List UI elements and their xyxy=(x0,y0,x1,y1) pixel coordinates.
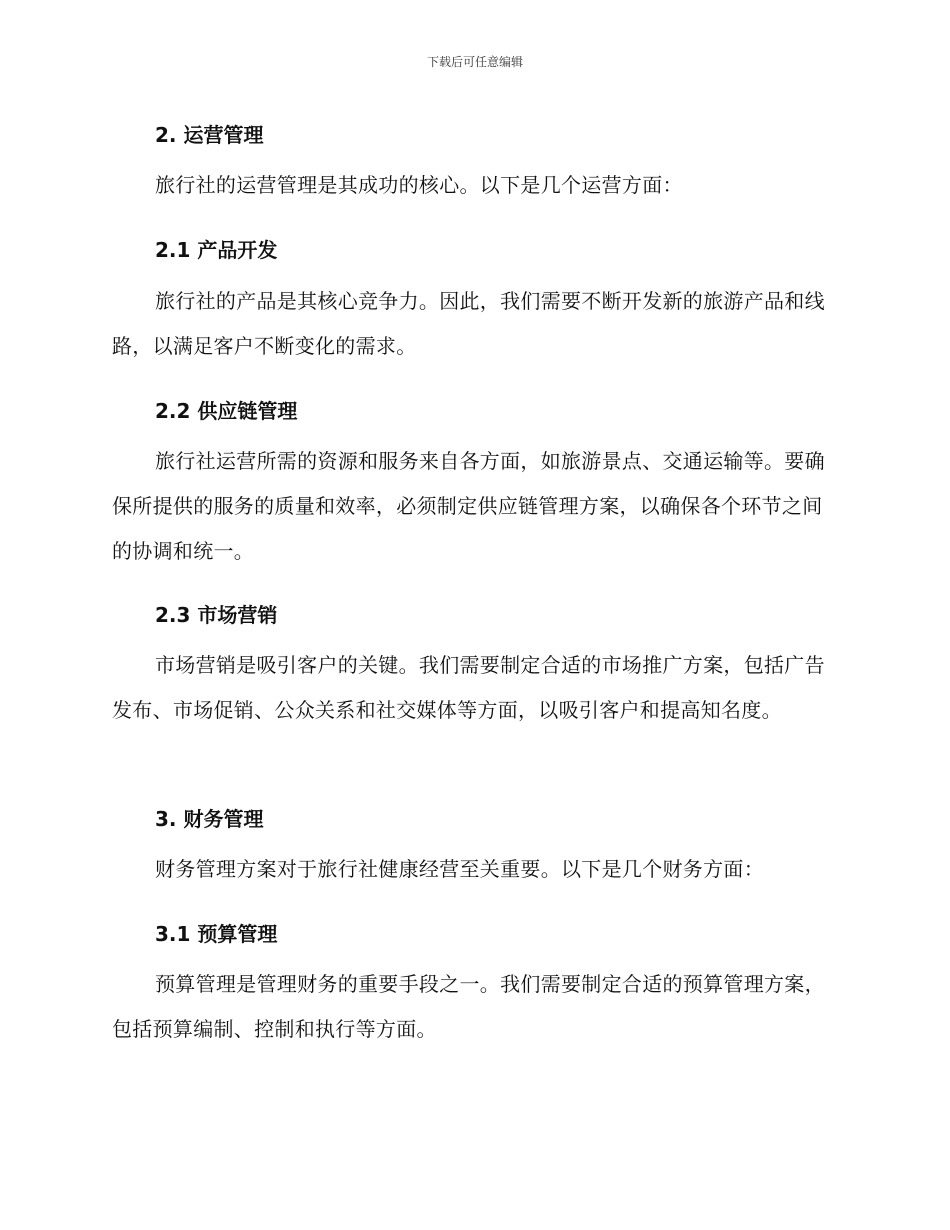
section-paragraph-2: 旅行社的运营管理是其成功的核心。以下是几个运营方面： xyxy=(155,173,683,197)
section-heading-2-2: 2.2 供应链管理 xyxy=(155,399,298,423)
section-heading-2-3: 2.3 市场营销 xyxy=(155,603,278,627)
section-paragraph-2-1: 旅行社的产品是其核心竞争力。因此，我们需要不断开发新的旅游产品和线路，以满足客户不断变化的需求。 xyxy=(112,289,825,358)
section-heading-2: 2. 运营管理 xyxy=(155,123,264,147)
section-heading-3: 3. 财务管理 xyxy=(155,807,264,831)
section-paragraph-2-3: 市场营销是吸引客户的关键。我们需要制定合适的市场推广方案，包括广告发布、市场促销、公众关系和社交媒体等方面，以吸引客户和提高知名度。 xyxy=(112,653,825,722)
page-header: 下载后可任意编辑 xyxy=(426,55,523,69)
section-heading-3-1: 3.1 预算管理 xyxy=(155,922,278,946)
section-heading-2-1: 2.1 产品开发 xyxy=(155,238,278,262)
section-paragraph-3: 财务管理方案对于旅行社健康经营至关重要。以下是几个财务方面： xyxy=(155,857,764,881)
section-paragraph-3-1: 预算管理是管理财务的重要手段之一。我们需要制定合适的预算管理方案，包括预算编制、控制和执行等方面。 xyxy=(112,972,825,1041)
section-paragraph-2-2: 旅行社运营所需的资源和服务来自各方面，如旅游景点、交通运输等。要确保所提供的服务的质量和效率，必须制定供应链管理方案，以确保各个环节之间的协调和统一。 xyxy=(112,449,825,563)
